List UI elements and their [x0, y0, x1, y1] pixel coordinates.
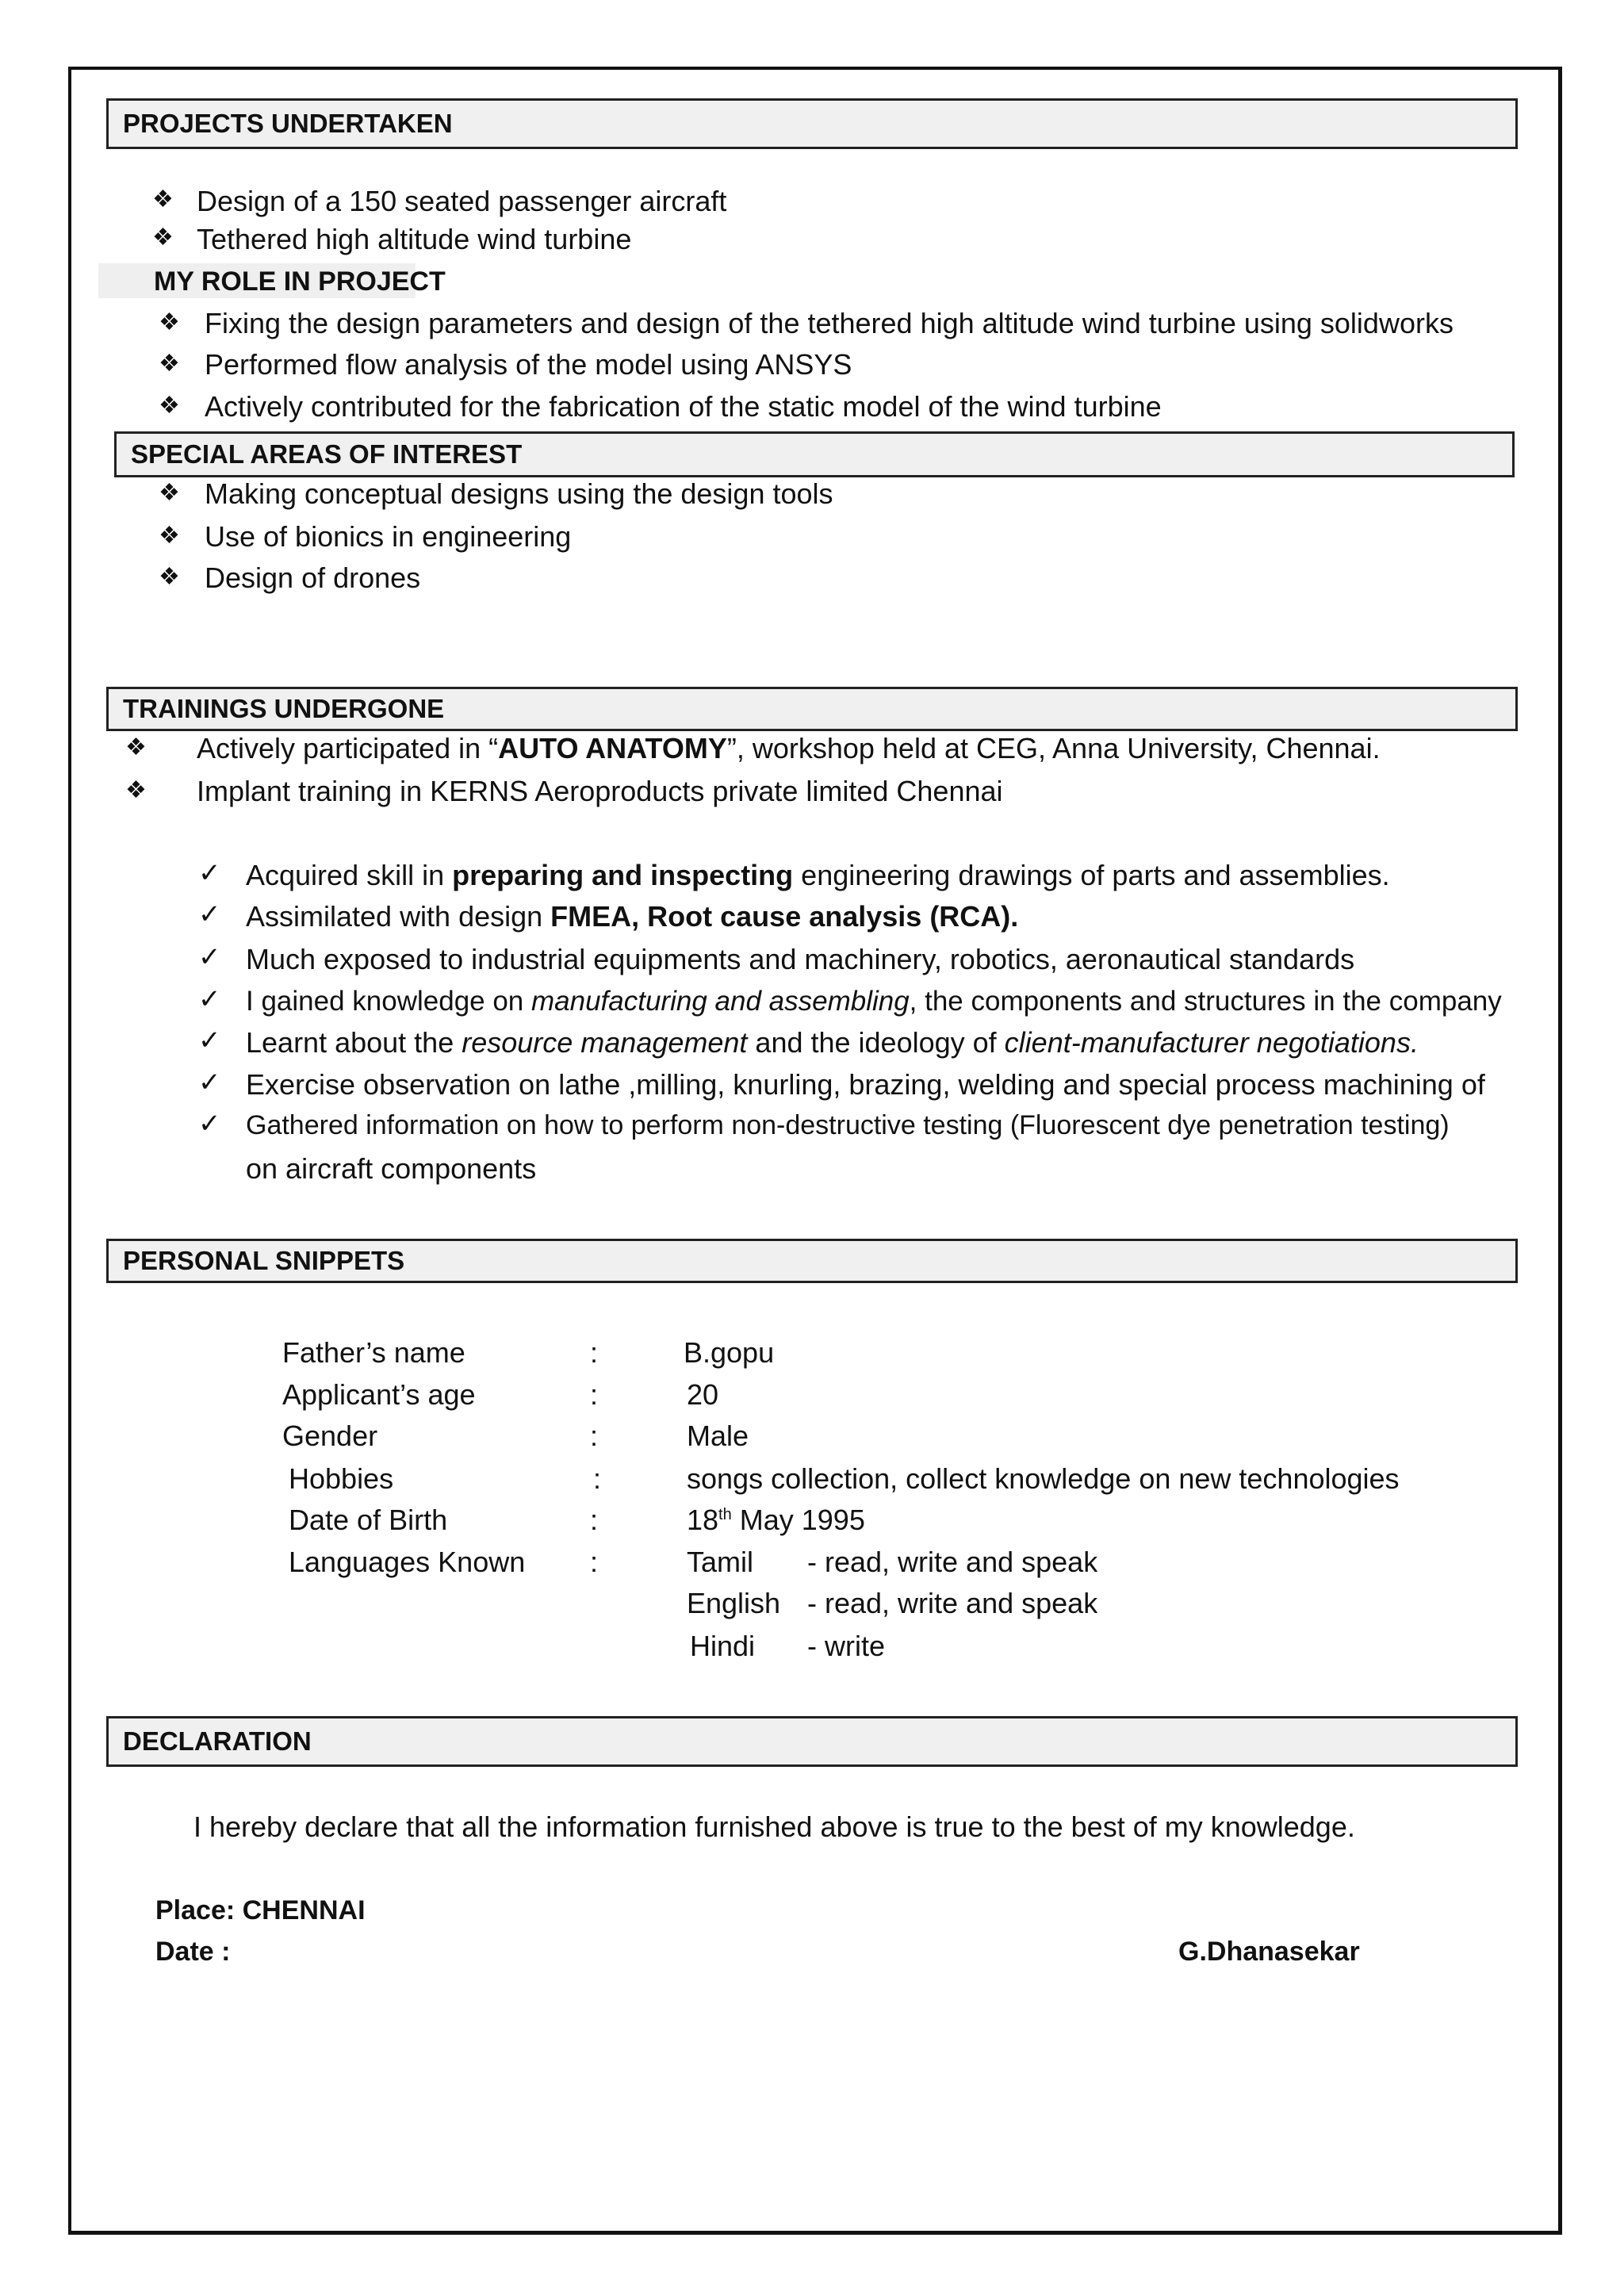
language-name: Tamil [687, 1546, 754, 1578]
training-item-text: ”, workshop held at CEG, Anna University, Chennai. [726, 732, 1381, 764]
diamond-bullet-icon: ❖ [159, 351, 180, 377]
project-item: Design of a 150 seated passenger aircraft [197, 185, 727, 217]
dob-value [687, 1506, 865, 1534]
diamond-bullet-icon: ❖ [159, 480, 180, 506]
language-skill: - read, write and speak [807, 1546, 1098, 1578]
checkmark-icon: ✓ [198, 1109, 221, 1139]
training-detail-text: I gained knowledge on [246, 986, 531, 1017]
training-item-text: Actively participated in “ [197, 732, 499, 764]
interest-item: Making conceptual designs using the design tools [205, 477, 833, 510]
colon: : [590, 1504, 599, 1536]
place-line: Place: CHENNAI [155, 1895, 366, 1925]
checkmark-icon: ✓ [198, 984, 221, 1014]
diamond-bullet-icon: ❖ [159, 309, 180, 335]
trainings-header: TRAININGS UNDERGONE [106, 687, 1518, 731]
training-detail-text: and the ideology of [747, 1026, 1005, 1059]
training-detail: on aircraft components [246, 1152, 537, 1185]
dob-month-year: May 1995 [731, 1504, 865, 1536]
diamond-bullet-icon: ❖ [159, 523, 180, 549]
diamond-bullet-icon: ❖ [125, 734, 147, 761]
colon: : [590, 1546, 599, 1578]
training-detail: Gathered information on how to perform non-destructive testing (Fluorescent dye penetration testing) [246, 1110, 1450, 1140]
declaration-text: I hereby declare that all the information furnished above is true to the best of my knowledge. [193, 1810, 1355, 1843]
dob-suffix: th [718, 1506, 732, 1523]
training-detail [246, 987, 1502, 1015]
interest-item: Use of bionics in engineering [205, 520, 572, 553]
fathers-name-label: Father’s name [282, 1336, 465, 1369]
personal-header: PERSONAL SNIPPETS [106, 1239, 1518, 1283]
projects-header: PROJECTS UNDERTAKEN [106, 98, 1518, 149]
training-detail-italic: manufacturing and assembling [531, 986, 910, 1017]
language-name: English [687, 1587, 781, 1619]
interest-item: Design of drones [205, 561, 421, 594]
diamond-bullet-icon: ❖ [152, 186, 174, 213]
checkmark-icon: ✓ [198, 1067, 221, 1098]
checkmark-icon: ✓ [198, 1025, 221, 1056]
gender-value: Male [687, 1420, 749, 1452]
training-detail-text: Assimilated with design [246, 900, 551, 933]
role-heading: MY ROLE IN PROJECT [154, 266, 446, 297]
training-detail-text: engineering drawings of parts and assemblies. [793, 859, 1390, 891]
dob-label: Date of Birth [289, 1504, 448, 1536]
colon: : [590, 1420, 599, 1452]
colon: : [590, 1378, 599, 1411]
training-detail-text: Acquired skill in [246, 859, 453, 891]
training-detail-italic: client-manufacturer negotiations. [1004, 1026, 1419, 1059]
checkmark-icon: ✓ [198, 942, 221, 972]
training-detail [246, 1026, 1419, 1059]
role-item: Actively contributed for the fabrication of the static model of the wind turbine [205, 390, 1162, 423]
training-item-bold: AUTO ANATOMY [498, 732, 727, 764]
signature-name: G.Dhanasekar [1178, 1937, 1360, 1967]
training-detail: Exercise observation on lathe ,milling, knurling, brazing, welding and special process machining of [246, 1068, 1485, 1101]
training-detail-text: Learnt about the [246, 1026, 462, 1059]
training-detail [246, 861, 1390, 890]
language-skill: - read, write and speak [807, 1587, 1098, 1619]
diamond-bullet-icon: ❖ [125, 777, 147, 803]
role-item: Performed flow analysis of the model using ANSYS [205, 348, 852, 381]
project-item: Tethered high altitude wind turbine [197, 223, 632, 255]
interests-header: SPECIAL AREAS OF INTEREST [114, 431, 1515, 477]
colon: : [590, 1336, 599, 1369]
training-item: Implant training in KERNS Aeroproducts private limited Chennai [197, 775, 1003, 807]
training-item [197, 734, 1381, 763]
language-skill: - write [807, 1630, 885, 1662]
diamond-bullet-icon: ❖ [159, 564, 180, 590]
date-line: Date : [155, 1937, 231, 1967]
diamond-bullet-icon: ❖ [159, 393, 180, 419]
language-name: Hindi [690, 1630, 756, 1662]
checkmark-icon: ✓ [198, 899, 221, 929]
declaration-header: DECLARATION [106, 1716, 1518, 1767]
checkmark-icon: ✓ [198, 858, 221, 888]
colon: : [593, 1462, 602, 1495]
age-value: 20 [687, 1378, 719, 1411]
age-label: Applicant’s age [282, 1378, 476, 1411]
fathers-name-value: B.gopu [684, 1336, 775, 1369]
languages-label: Languages Known [289, 1546, 526, 1578]
gender-label: Gender [282, 1420, 378, 1452]
role-item: Fixing the design parameters and design of the tethered high altitude wind turbine using solidworks [205, 307, 1454, 339]
dob-day: 18 [687, 1504, 719, 1536]
training-detail-italic: resource management [462, 1026, 748, 1059]
hobbies-value: songs collection, collect knowledge on new technologies [687, 1462, 1400, 1495]
training-detail-bold: preparing and inspecting [452, 859, 794, 891]
training-detail: Much exposed to industrial equipments and machinery, robotics, aeronautical standards [246, 943, 1355, 975]
hobbies-label: Hobbies [289, 1462, 394, 1495]
training-detail [246, 902, 1018, 931]
training-detail-bold: FMEA, Root cause analysis (RCA). [550, 900, 1019, 933]
training-detail-text: , the components and structures in the company [909, 986, 1502, 1017]
diamond-bullet-icon: ❖ [152, 224, 174, 251]
